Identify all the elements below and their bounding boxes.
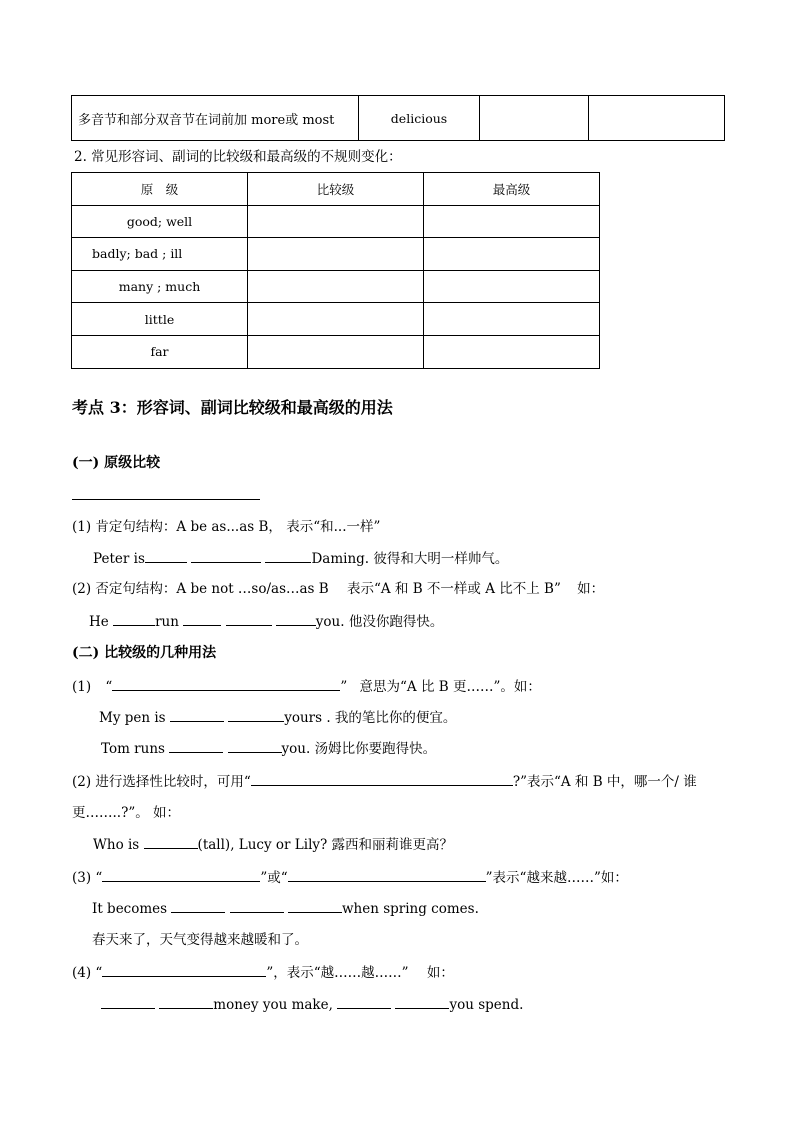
- answer-blank: [228, 739, 282, 753]
- superlative-cell: [589, 96, 725, 141]
- part-2-q3: [72, 868, 628, 887]
- superlative-blank: [424, 303, 600, 336]
- base-form: badly; bad ; ill: [72, 238, 248, 271]
- comparative-blank: [248, 238, 424, 271]
- answer-blank: [251, 772, 513, 786]
- example-text: Tom runs: [101, 741, 165, 757]
- answer-blank: [171, 899, 225, 913]
- part-2-q2: [72, 772, 697, 791]
- answer-blank: [159, 995, 213, 1009]
- part-1-title: (一) 原级比较: [72, 455, 161, 471]
- q4-text: ”，表示“越……越……”: [266, 965, 409, 981]
- comparative-blank: [248, 303, 424, 336]
- example-text: He: [89, 614, 109, 630]
- example-translation: 他没你跑得快。: [348, 614, 444, 630]
- answer-blank: [101, 995, 155, 1009]
- part-2-q4-example: [101, 995, 523, 1014]
- example-text: Who is: [93, 837, 140, 853]
- example-text: you spend.: [449, 997, 524, 1013]
- part-1-item-2: [72, 580, 604, 598]
- example-text: Peter is: [93, 551, 145, 567]
- base-form: good; well: [72, 205, 248, 238]
- base-form: far: [72, 335, 248, 368]
- answer-blank: [228, 708, 284, 722]
- example-translation: 露西和丽莉谁更高？: [331, 837, 454, 853]
- example-text: It becomes: [92, 901, 168, 917]
- answer-blank: [265, 549, 311, 563]
- superlative-blank: [424, 205, 600, 238]
- example-text: My pen is: [99, 710, 166, 726]
- quote-close: ”: [340, 679, 348, 695]
- example-text: money you make,: [213, 997, 333, 1013]
- part-2-q3-example: [92, 899, 479, 918]
- quote-open: “: [105, 679, 113, 695]
- answer-blank: [230, 899, 284, 913]
- structure-text: (2) 否定句结构：A be not …so/as…as B: [72, 581, 329, 597]
- table-row: [72, 335, 600, 368]
- superlative-blank: [424, 270, 600, 303]
- answer-blank: [191, 549, 261, 563]
- part-2-q1: [72, 677, 541, 696]
- example-text: (tall), Lucy or Lily?: [197, 837, 328, 853]
- answer-blank: [288, 899, 342, 913]
- answer-blank: [72, 499, 260, 500]
- example-translation: 汤姆比你要跑得快。: [314, 741, 437, 757]
- example-text: run: [155, 614, 179, 630]
- table-row: [72, 303, 600, 336]
- ru-text: 如：: [426, 965, 454, 981]
- answer-blank: [183, 612, 221, 626]
- answer-blank: [288, 868, 486, 882]
- example-text: you.: [281, 741, 311, 757]
- part-1-example-2: [89, 612, 443, 631]
- q2-text: ?”表示“A 和 B 中，哪一个/ 谁: [512, 774, 697, 790]
- irregular-table: [71, 172, 600, 369]
- answer-blank: [276, 612, 316, 626]
- example-text: you.: [315, 614, 345, 630]
- answer-blank: [102, 868, 260, 882]
- table-row: [72, 270, 600, 303]
- q4-text: (4) “: [72, 965, 103, 981]
- rule-cell: 多音节和部分双音节在词前加 more或 most: [72, 96, 359, 141]
- table-header-row: [72, 173, 600, 206]
- header-comparative: 比较级: [248, 173, 424, 206]
- answer-blank: [170, 708, 224, 722]
- base-form: many ; much: [72, 270, 248, 303]
- q3-text: ”或“: [260, 870, 288, 886]
- q2-text: (2) 进行选择性比较时，可用“: [72, 774, 251, 790]
- example-cell: delicious: [359, 96, 480, 141]
- answer-blank: [226, 612, 272, 626]
- comparative-blank: [248, 205, 424, 238]
- table-row: [72, 238, 600, 271]
- table-row: [72, 96, 725, 141]
- part-2-q1-example-2: [101, 739, 436, 758]
- example-text: when spring comes.: [341, 901, 479, 917]
- ru-text: 如：: [577, 581, 605, 597]
- comparative-blank: [248, 335, 424, 368]
- answer-blank: [145, 549, 187, 563]
- point-3-title: 考点 3：形容词、副词比较级和最高级的用法: [72, 398, 393, 417]
- example-translation: 彼得和大明一样帅气。: [373, 551, 509, 567]
- part-2-q2-example: [93, 835, 453, 854]
- superlative-blank: [424, 335, 600, 368]
- answer-blank: [113, 612, 155, 626]
- answer-blank: [395, 995, 449, 1009]
- superlative-blank: [424, 238, 600, 271]
- comparative-blank: [248, 270, 424, 303]
- table-row: [72, 205, 600, 238]
- header-base: 原 级: [72, 173, 248, 206]
- answer-blank: [144, 835, 198, 849]
- q3-text: ”表示“越来越……”如：: [485, 870, 628, 886]
- meaning-text: 意思为“A 比 B 更……”。如：: [359, 679, 541, 695]
- part-2-q3-translation: 春天来了，天气变得越来越暖和了。: [92, 932, 308, 948]
- example-translation: 我的笔比你的便宜。: [334, 710, 457, 726]
- part-2-q1-example-1: [99, 708, 456, 727]
- section-2-title: 2. 常见形容词、副词的比较级和最高级的不规则变化：: [74, 149, 402, 165]
- part-1-item-1: (1) 肯定句结构：A be as...as B， 表示“和...一样”: [72, 519, 381, 535]
- part-2-title: (二) 比较级的几种用法: [72, 645, 217, 661]
- example-text: yours .: [284, 710, 331, 726]
- part-1-example-1: [93, 549, 508, 568]
- answer-blank: [169, 739, 223, 753]
- meaning-text: 表示“A 和 B 不一样或 A 比不上 B”: [346, 581, 561, 597]
- comparative-cell: [480, 96, 589, 141]
- q-number: (1): [72, 679, 92, 695]
- header-superlative: 最高级: [424, 173, 600, 206]
- part-2-q4: [72, 963, 454, 982]
- answer-blank: [102, 963, 266, 977]
- answer-blank: [337, 995, 391, 1009]
- q3-text: (3) “: [72, 870, 103, 886]
- rules-table: [71, 95, 725, 141]
- part-2-q2-line-2: 更……..?”。 如：: [72, 805, 181, 821]
- base-form: little: [72, 303, 248, 336]
- example-text: Daming.: [311, 551, 370, 567]
- answer-blank: [112, 677, 340, 691]
